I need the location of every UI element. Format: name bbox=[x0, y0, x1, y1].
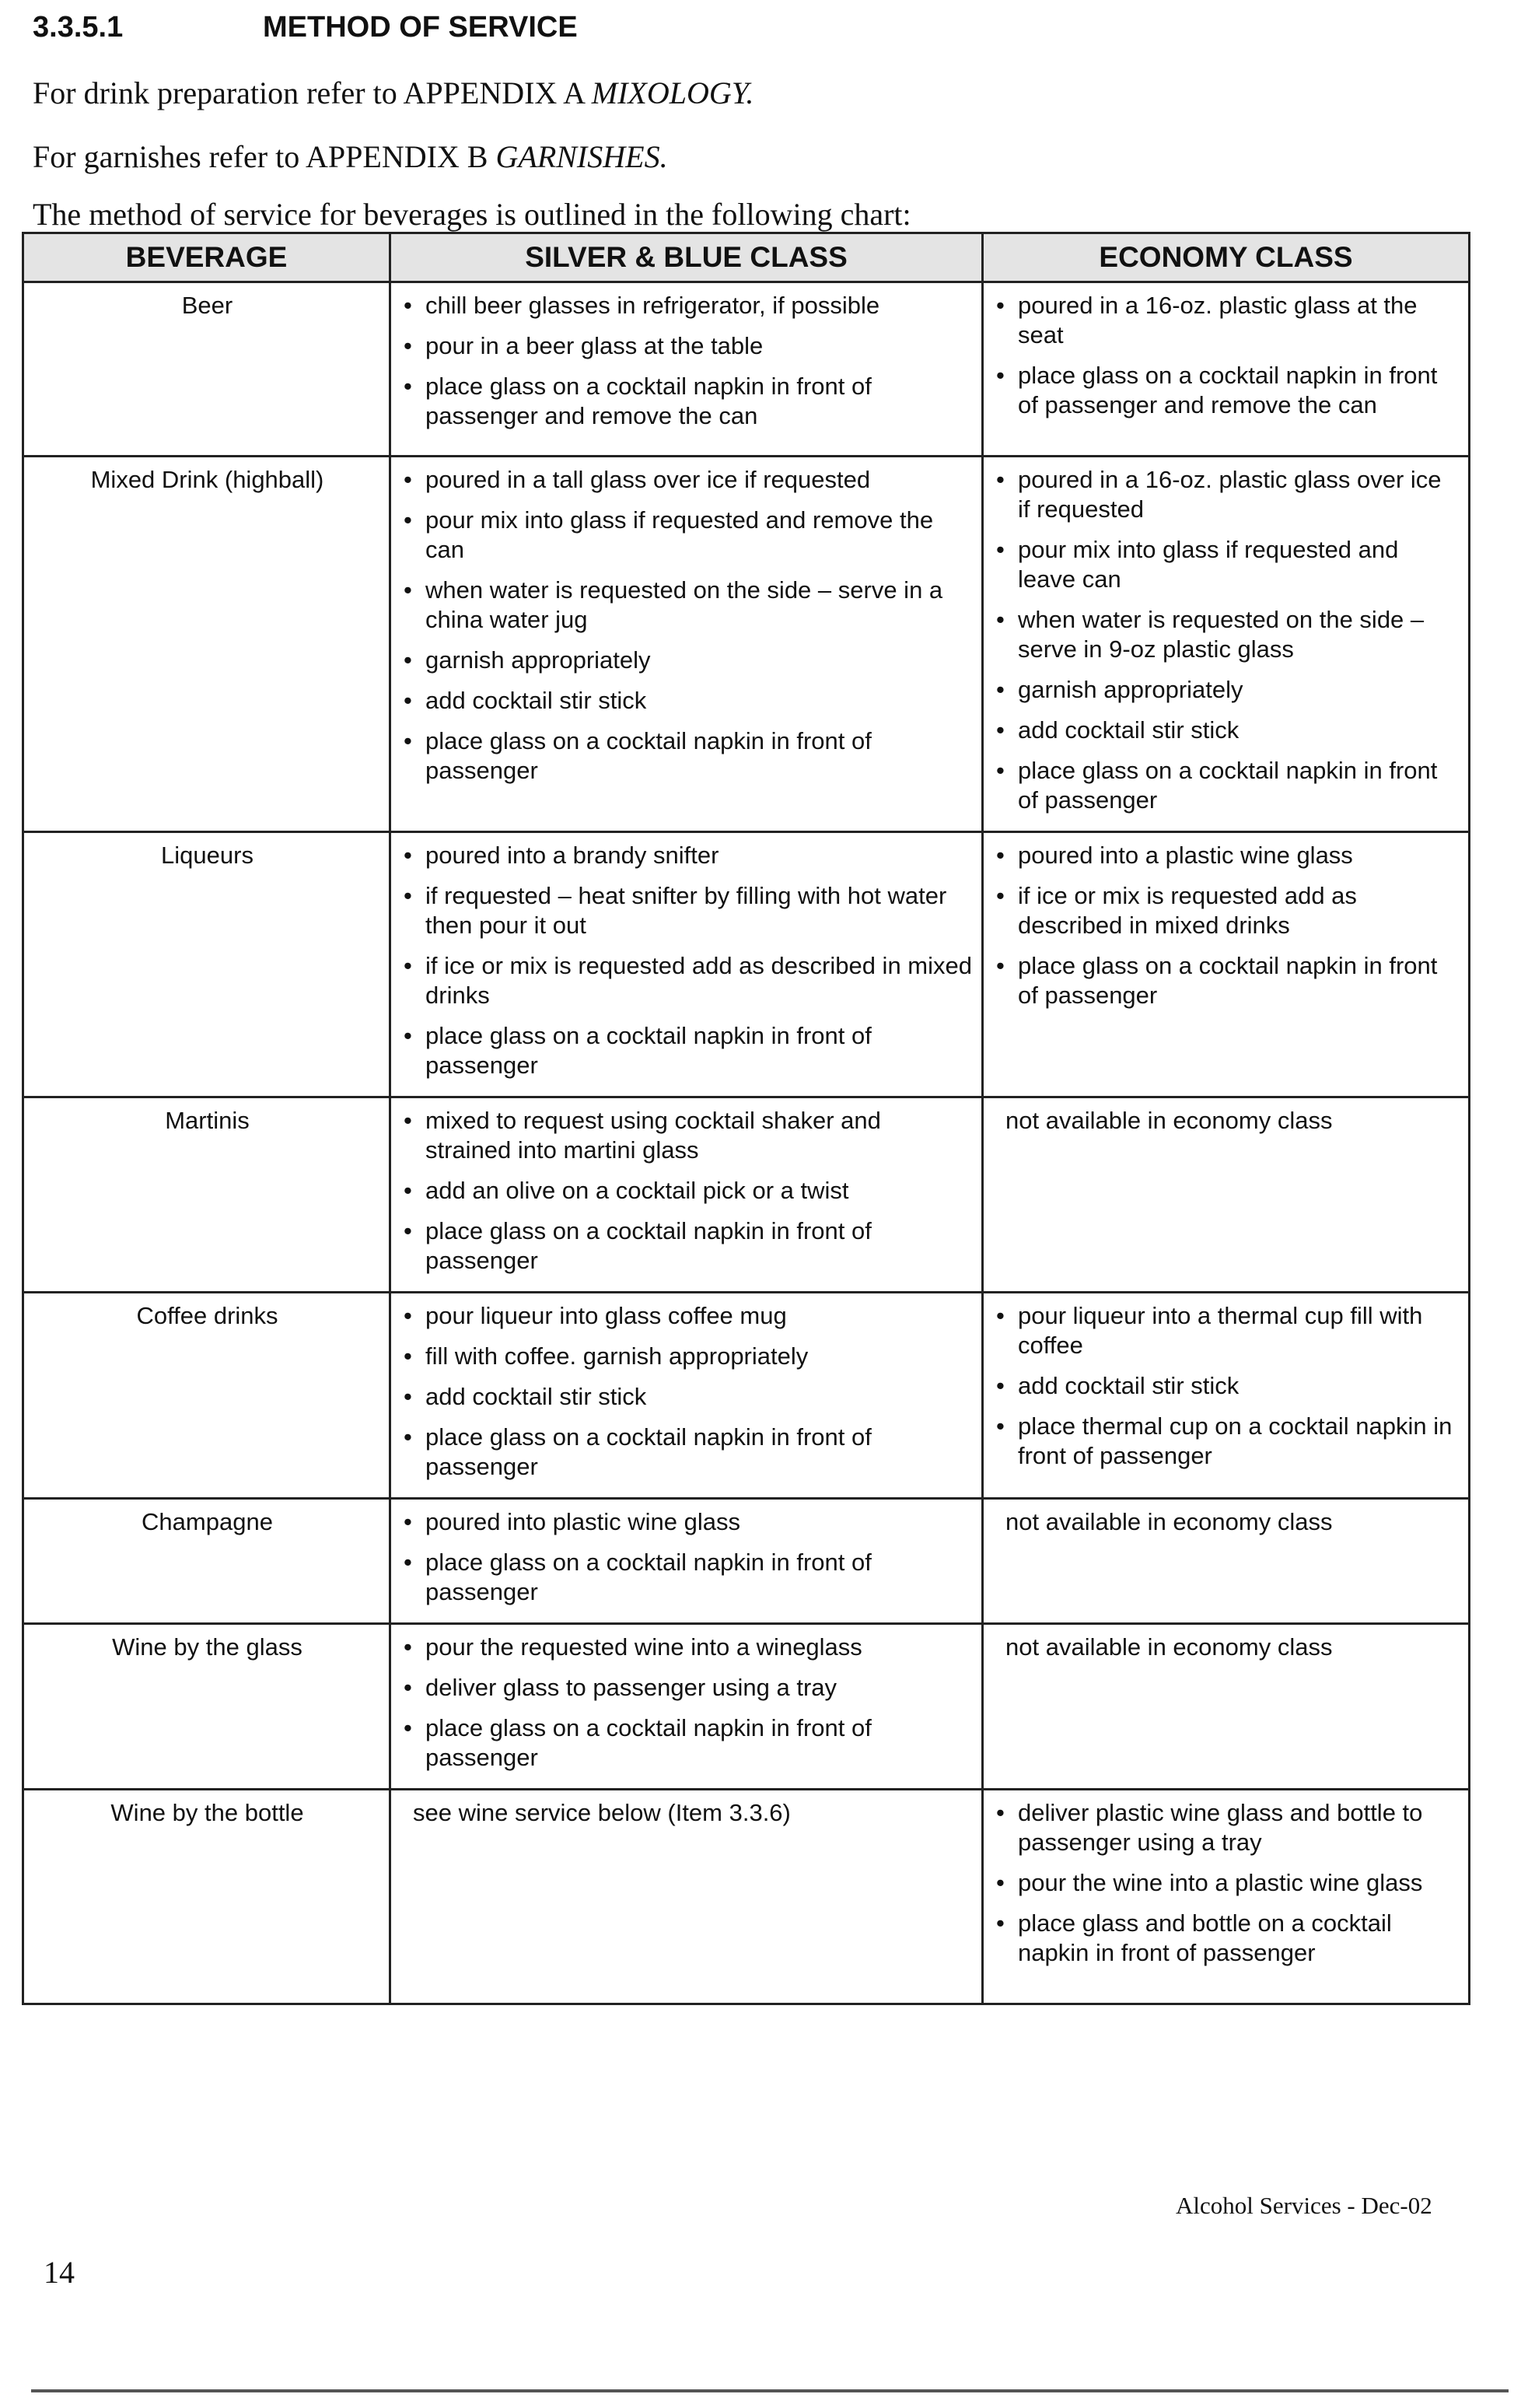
list-item: • add cocktail stir stick bbox=[402, 1382, 972, 1412]
list-item: • deliver plastic wine glass and bottle to passenger using a tray bbox=[995, 1798, 1459, 1857]
economy-cell bbox=[983, 282, 1470, 457]
silver-blue-cell bbox=[390, 1097, 983, 1293]
intro-text: For garnishes refer to bbox=[33, 139, 306, 174]
bullet-list bbox=[402, 291, 972, 431]
beverage-cell: Liqueurs bbox=[23, 832, 390, 1097]
list-item: • pour the wine into a plastic wine glass bbox=[995, 1868, 1459, 1898]
section-heading bbox=[33, 11, 578, 44]
cell-note: not available in economy class bbox=[1005, 1107, 1333, 1134]
beverage-cell: Beer bbox=[23, 282, 390, 457]
economy-cell bbox=[983, 1790, 1470, 2004]
header-row bbox=[23, 233, 1470, 282]
silver-blue-cell bbox=[390, 1790, 983, 2004]
bullet-list bbox=[995, 291, 1459, 420]
list-item: • poured in a 16-oz. plastic glass at the seat bbox=[995, 291, 1459, 350]
economy-cell bbox=[983, 1097, 1470, 1293]
list-item: • place glass on a cocktail napkin in front of passenger bbox=[402, 1021, 972, 1080]
list-item: • when water is requested on the side – serve in a china water jug bbox=[402, 576, 972, 635]
list-item: • garnish appropriately bbox=[995, 675, 1459, 705]
footer-doc-title: Alcohol Services - Dec-02 bbox=[1176, 2192, 1432, 2219]
silver-blue-cell bbox=[390, 832, 983, 1097]
list-item: • add cocktail stir stick bbox=[402, 686, 972, 716]
table-body bbox=[23, 282, 1470, 2004]
bullet-list bbox=[402, 1633, 972, 1773]
table-row bbox=[23, 457, 1470, 832]
section-title: METHOD OF SERVICE bbox=[263, 11, 578, 44]
bullet-list bbox=[995, 1301, 1459, 1471]
list-item: • if ice or mix is requested add as described in mixed drinks bbox=[402, 951, 972, 1010]
bullet-list bbox=[995, 1798, 1459, 1968]
list-item: • place glass on a cocktail napkin in front of passenger bbox=[402, 726, 972, 786]
economy-cell bbox=[983, 1624, 1470, 1790]
list-item: • pour mix into glass if requested and remove the can bbox=[402, 506, 972, 565]
table-row bbox=[23, 832, 1470, 1097]
list-item: • when water is requested on the side – serve in 9-oz plastic glass bbox=[995, 605, 1459, 664]
list-item: • place thermal cup on a cocktail napkin in front of passenger bbox=[995, 1412, 1459, 1471]
list-item: • add an olive on a cocktail pick or a twist bbox=[402, 1176, 972, 1206]
appendix-ref: APPENDIX B bbox=[306, 139, 496, 174]
list-item: • poured in a tall glass over ice if requested bbox=[402, 465, 972, 495]
table-row bbox=[23, 1624, 1470, 1790]
list-item: • poured in a 16-oz. plastic glass over ice if requested bbox=[995, 465, 1459, 524]
list-item: • place glass on a cocktail napkin in front of passenger bbox=[402, 1423, 972, 1482]
intro-text: For drink preparation refer to bbox=[33, 75, 404, 110]
header-economy: ECONOMY CLASS bbox=[983, 233, 1470, 282]
intro-garnishes bbox=[33, 138, 668, 175]
table-row bbox=[23, 1499, 1470, 1624]
table-row bbox=[23, 1293, 1470, 1499]
economy-cell bbox=[983, 1499, 1470, 1624]
list-item: • poured into a plastic wine glass bbox=[995, 841, 1459, 870]
page-edge-line bbox=[31, 2389, 1509, 2392]
table-row bbox=[23, 1097, 1470, 1293]
bullet-list bbox=[995, 841, 1459, 1010]
list-item: • if ice or mix is requested add as described in mixed drinks bbox=[995, 881, 1459, 940]
economy-cell bbox=[983, 457, 1470, 832]
list-item: • place glass on a cocktail napkin in front of passenger bbox=[995, 756, 1459, 815]
list-item: • add cocktail stir stick bbox=[995, 1371, 1459, 1401]
service-table bbox=[22, 232, 1470, 2005]
economy-cell bbox=[983, 832, 1470, 1097]
list-item: • mixed to request using cocktail shaker and strained into martini glass bbox=[402, 1106, 972, 1165]
bullet-list bbox=[402, 465, 972, 786]
list-item: • fill with coffee. garnish appropriately bbox=[402, 1342, 972, 1371]
appendix-title: MIXOLOGY. bbox=[591, 75, 754, 110]
bullet-list bbox=[402, 1507, 972, 1607]
table-header bbox=[23, 233, 1470, 282]
appendix-title: GARNISHES. bbox=[495, 139, 668, 174]
beverage-cell: Champagne bbox=[23, 1499, 390, 1624]
bullet-list bbox=[402, 1106, 972, 1276]
beverage-cell: Coffee drinks bbox=[23, 1293, 390, 1499]
beverage-cell: Martinis bbox=[23, 1097, 390, 1293]
silver-blue-cell bbox=[390, 457, 983, 832]
bullet-list bbox=[402, 1301, 972, 1482]
list-item: • add cocktail stir stick bbox=[995, 716, 1459, 745]
silver-blue-cell bbox=[390, 1293, 983, 1499]
table-row bbox=[23, 282, 1470, 457]
list-item: • place glass on a cocktail napkin in front of passenger bbox=[402, 1548, 972, 1607]
bullet-list bbox=[995, 465, 1459, 815]
list-item: • poured into plastic wine glass bbox=[402, 1507, 972, 1537]
header-beverage: BEVERAGE bbox=[23, 233, 390, 282]
silver-blue-cell bbox=[390, 1624, 983, 1790]
appendix-ref: APPENDIX A bbox=[403, 75, 592, 110]
list-item: • place glass on a cocktail napkin in front of passenger and remove the can bbox=[402, 372, 972, 431]
list-item: • garnish appropriately bbox=[402, 646, 972, 675]
list-item: • pour liqueur into glass coffee mug bbox=[402, 1301, 972, 1331]
list-item: • if requested – heat snifter by filling with hot water then pour it out bbox=[402, 881, 972, 940]
silver-blue-cell bbox=[390, 1499, 983, 1624]
list-item: • place glass on a cocktail napkin in front of passenger bbox=[402, 1216, 972, 1276]
list-item: • chill beer glasses in refrigerator, if possible bbox=[402, 291, 972, 320]
list-item: • place glass on a cocktail napkin in front of passenger and remove the can bbox=[995, 361, 1459, 420]
intro-chart-lead: The method of service for beverages is outlined in the following chart: bbox=[33, 197, 911, 232]
list-item: • pour liqueur into a thermal cup fill with coffee bbox=[995, 1301, 1459, 1360]
cell-note: not available in economy class bbox=[1005, 1508, 1333, 1535]
cell-note: not available in economy class bbox=[1005, 1633, 1333, 1661]
silver-blue-cell bbox=[390, 282, 983, 457]
header-silver-blue: SILVER & BLUE CLASS bbox=[390, 233, 983, 282]
beverage-cell: Mixed Drink (highball) bbox=[23, 457, 390, 832]
list-item: • place glass on a cocktail napkin in front of passenger bbox=[995, 951, 1459, 1010]
list-item: • place glass on a cocktail napkin in front of passenger bbox=[402, 1713, 972, 1773]
page-number: 14 bbox=[44, 2255, 75, 2290]
list-item: • pour in a beer glass at the table bbox=[402, 331, 972, 361]
cell-note: see wine service below (Item 3.3.6) bbox=[413, 1799, 791, 1826]
bullet-list bbox=[402, 841, 972, 1080]
section-number: 3.3.5.1 bbox=[33, 11, 124, 44]
list-item: • poured into a brandy snifter bbox=[402, 841, 972, 870]
economy-cell bbox=[983, 1293, 1470, 1499]
table-row bbox=[23, 1790, 1470, 2004]
list-item: • deliver glass to passenger using a tray bbox=[402, 1673, 972, 1703]
beverage-cell: Wine by the glass bbox=[23, 1624, 390, 1790]
beverage-cell: Wine by the bottle bbox=[23, 1790, 390, 2004]
list-item: • pour mix into glass if requested and leave can bbox=[995, 535, 1459, 594]
intro-mixology bbox=[33, 75, 754, 111]
list-item: • pour the requested wine into a wineglass bbox=[402, 1633, 972, 1662]
list-item: • place glass and bottle on a cocktail napkin in front of passenger bbox=[995, 1909, 1459, 1968]
